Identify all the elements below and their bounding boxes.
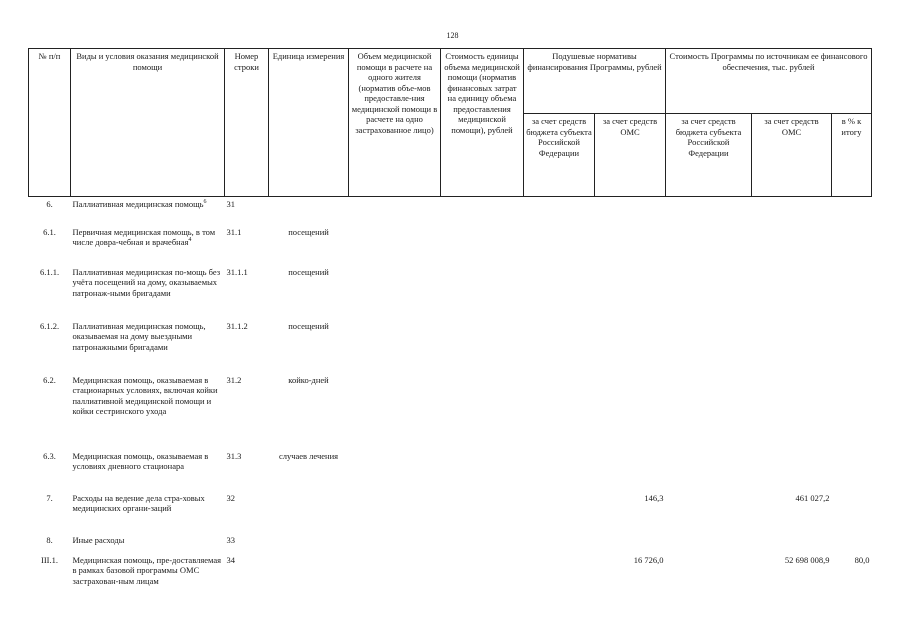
row-pc-oms	[595, 533, 666, 553]
row-prog-oms	[752, 265, 832, 319]
row-pc-oms: 146,3	[644, 492, 664, 503]
row-line: 31.3	[226, 450, 242, 461]
row-name-text: Медицинская помощь, оказываемая в стационарных условиях, включая койки паллиативной медицинской помощи и койки сестринского ухода	[72, 374, 218, 416]
row-prog-oms	[752, 225, 832, 265]
row-name	[71, 491, 225, 533]
row-unit	[269, 553, 349, 603]
row-pct	[832, 265, 872, 319]
row-name	[71, 265, 225, 319]
row-name-text: Первичная медицинская помощь, в том числе довра-чебная и врачебная	[72, 226, 216, 247]
header-line: Номер строки	[225, 49, 269, 197]
row-prog-oms	[752, 449, 832, 491]
row-pct	[832, 197, 872, 225]
row-pc-oms	[595, 225, 666, 265]
header-pc-oms: за счет средств ОМС	[595, 114, 666, 197]
table-row	[29, 449, 872, 491]
row-number: 7.	[46, 492, 53, 503]
row-name	[71, 319, 225, 373]
row-line: 33	[226, 534, 235, 545]
table-row	[29, 197, 872, 225]
footnote-mark: 4	[188, 237, 192, 244]
row-unit: посещений	[288, 226, 329, 237]
row-unit	[269, 491, 349, 533]
program-cost-table	[28, 48, 872, 603]
header-program-cost: Стоимость Программы по источникам ее финансового обеспечения, тыс. рублей	[666, 49, 872, 114]
row-number: 6.3.	[43, 450, 56, 461]
header-types: Виды и условия оказания медицинской помощи	[71, 49, 225, 197]
header-no: № п/п	[29, 49, 71, 197]
table-header	[29, 49, 872, 197]
row-prog-oms	[752, 373, 832, 449]
row-prog-oms: 461 027,2	[795, 492, 830, 503]
row-unit	[269, 197, 349, 225]
header-prog-budget: за счет средств бюджета субъекта Российской Федерации	[666, 114, 752, 197]
row-pct	[832, 449, 872, 491]
row-unit: койко-дней	[288, 374, 329, 385]
header-prog-pct: в % к итогу	[832, 114, 872, 197]
row-unit: посещений	[288, 320, 329, 331]
row-number: 6.1.	[43, 226, 56, 237]
row-line: 31.1	[226, 226, 242, 237]
row-pct	[832, 373, 872, 449]
table-row	[29, 491, 872, 533]
header-unit: Единица измерения	[269, 49, 349, 197]
row-pct	[832, 491, 872, 533]
row-name-text: Расходы на ведение дела стра-ховых медицинских органи-заций	[72, 492, 205, 513]
header-volume: Объем медицинской помощи в расчете на одного жителя (норматив объе-мов предоставле-ния медицинской помощи в расчете на одно застрахованное лицо)	[349, 49, 441, 197]
row-unit	[269, 533, 349, 553]
row-number: 6.1.2.	[39, 320, 60, 331]
row-name	[71, 553, 225, 603]
row-name-text: Паллиативная медицинская помощь, оказываемая на дому выездными патронажными бригадами	[72, 320, 206, 352]
row-pc-oms	[595, 265, 666, 319]
row-prog-oms	[752, 319, 832, 373]
table-row	[29, 225, 872, 265]
row-prog-oms	[752, 197, 832, 225]
row-unit: случаев лечения	[278, 450, 339, 461]
table-body	[29, 197, 872, 603]
row-line: 31.2	[226, 374, 242, 385]
page-number: 128	[446, 31, 459, 40]
row-number: 6.	[46, 199, 53, 209]
row-number: III.1.	[41, 554, 58, 565]
row-prog-oms	[752, 533, 832, 553]
row-name	[71, 197, 225, 225]
row-name-text: Иные расходы	[72, 534, 125, 545]
header-pc-budget: за счет средств бюджета субъекта Российской Федерации	[524, 114, 595, 197]
row-line: 32	[226, 492, 235, 503]
row-line: 31.1.1	[226, 266, 248, 277]
table-row	[29, 265, 872, 319]
row-pct	[832, 319, 872, 373]
row-pc-oms	[595, 197, 666, 225]
table-row	[29, 533, 872, 553]
table-row	[29, 553, 872, 603]
footnote-mark: 6	[203, 199, 207, 206]
row-line: 34	[226, 554, 235, 565]
row-pc-oms	[595, 319, 666, 373]
row-prog-oms: 52 698 008,9	[784, 554, 830, 565]
row-pct: 80,0	[854, 554, 870, 565]
row-number: 6.1.1.	[39, 266, 60, 277]
row-name	[71, 373, 225, 449]
row-line: 31	[226, 199, 235, 209]
row-number: 6.2.	[43, 374, 56, 385]
row-pc-oms: 16 726,0	[633, 554, 664, 565]
row-unit: посещений	[288, 266, 329, 277]
row-pc-oms	[595, 373, 666, 449]
header-cost: Стоимость единицы объема медицинской помощи (норматив финансовых затрат на единицу объема предоставления медицинской помощи), рублей	[441, 49, 524, 197]
header-per-capita: Подушевые нормативы финансирования Программы, рублей	[524, 49, 666, 114]
row-pc-oms	[595, 449, 666, 491]
row-pct	[832, 225, 872, 265]
table-row	[29, 319, 872, 373]
table-row	[29, 373, 872, 449]
row-name	[71, 533, 225, 553]
row-pct	[832, 533, 872, 553]
row-number: 8.	[46, 534, 53, 545]
row-name	[71, 225, 225, 265]
row-line: 31.1.2	[226, 320, 248, 331]
row-name-text: Медицинская помощь, оказываемая в условиях дневного стационара	[72, 450, 209, 471]
header-prog-oms: за счет средств ОМС	[752, 114, 832, 197]
row-name-text: Медицинская помощь, пре-доставляемая в рамках базовой программы ОМС застрахован-ным лицам	[72, 554, 222, 586]
row-name	[71, 449, 225, 491]
row-name-text: Паллиативная медицинская помощь	[72, 199, 204, 209]
row-name-text: Паллиативная медицинская по-мощь без учёта посещений на дому, оказываемых патронаж-ными бригадами	[72, 266, 221, 298]
